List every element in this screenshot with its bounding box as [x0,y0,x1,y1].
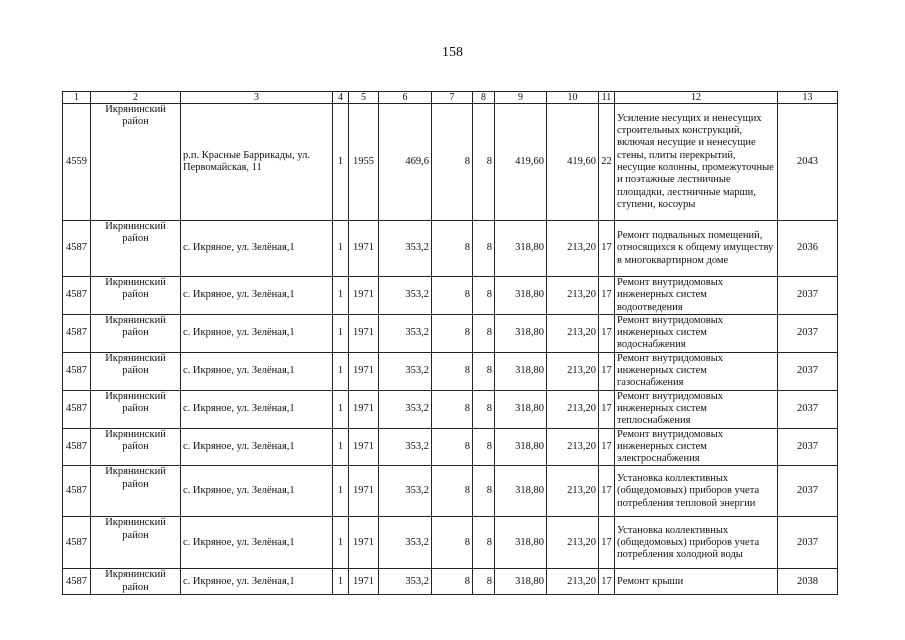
plan-year-cell: 2037 [778,352,838,390]
col-8-cell: 8 [473,352,495,390]
col-9-cell: 318,80 [495,221,547,277]
col-10-cell: 213,20 [547,390,599,428]
district-cell: Икрянинский район [91,352,181,390]
col-8-cell: 8 [473,428,495,466]
year-cell: 1955 [349,104,379,221]
address-cell: с. Икряное, ул. Зелёная,1 [181,314,333,352]
capital-repair-table [62,91,838,595]
column-header-10: 10 [547,92,599,104]
area-cell: 353,2 [379,277,432,315]
work-type-cell: Ремонт внутридомовых инженерных систем газоснабжения [615,352,778,390]
col-7-cell: 8 [432,314,473,352]
table-row [63,569,838,595]
col-11-cell: 22 [599,104,615,221]
col-4-cell: 1 [333,569,349,595]
col-10-cell: 213,20 [547,428,599,466]
col-11-cell: 17 [599,390,615,428]
col-4-cell: 1 [333,390,349,428]
area-cell: 353,2 [379,466,432,517]
col-11-cell: 17 [599,277,615,315]
table-row [63,277,838,315]
col-10-cell: 213,20 [547,466,599,517]
plan-year-cell: 2037 [778,428,838,466]
area-cell: 353,2 [379,428,432,466]
header-row [63,92,838,104]
work-type-cell: Ремонт крыши [615,569,778,595]
address-cell: с. Икряное, ул. Зелёная,1 [181,221,333,277]
row-id-cell: 4559 [63,104,91,221]
row-id-cell: 4587 [63,569,91,595]
address-cell: с. Икряное, ул. Зелёная,1 [181,277,333,315]
address-cell: с. Икряное, ул. Зелёная,1 [181,466,333,517]
work-type-cell: Установка коллективных (общедомовых) приборов учета потребления тепловой энергии [615,466,778,517]
district-cell: Икрянинский район [91,104,181,221]
district-cell: Икрянинский район [91,428,181,466]
table-row [63,466,838,517]
table-row [63,428,838,466]
col-11-cell: 17 [599,466,615,517]
area-cell: 353,2 [379,569,432,595]
work-type-cell: Ремонт подвальных помещений, относящихся к общему имуществу в многоквартирном доме [615,221,778,277]
area-cell: 353,2 [379,390,432,428]
column-header-9: 9 [495,92,547,104]
table-body [63,104,838,595]
district-cell: Икрянинский район [91,314,181,352]
col-4-cell: 1 [333,517,349,569]
col-8-cell: 8 [473,390,495,428]
table-row [63,314,838,352]
col-4-cell: 1 [333,466,349,517]
col-7-cell: 8 [432,104,473,221]
table-row [63,390,838,428]
col-7-cell: 8 [432,569,473,595]
col-10-cell: 213,20 [547,569,599,595]
col-9-cell: 318,80 [495,314,547,352]
column-header-1: 1 [63,92,91,104]
col-4-cell: 1 [333,314,349,352]
year-cell: 1971 [349,428,379,466]
row-id-cell: 4587 [63,428,91,466]
area-cell: 353,2 [379,314,432,352]
col-7-cell: 8 [432,352,473,390]
column-header-6: 6 [379,92,432,104]
plan-year-cell: 2037 [778,314,838,352]
district-cell: Икрянинский район [91,221,181,277]
col-10-cell: 213,20 [547,314,599,352]
district-cell: Икрянинский район [91,466,181,517]
district-cell: Икрянинский район [91,569,181,595]
col-4-cell: 1 [333,104,349,221]
table-row [63,104,838,221]
col-10-cell: 213,20 [547,352,599,390]
col-4-cell: 1 [333,221,349,277]
col-9-cell: 318,80 [495,517,547,569]
col-9-cell: 318,80 [495,428,547,466]
row-id-cell: 4587 [63,390,91,428]
col-11-cell: 17 [599,314,615,352]
column-header-12: 12 [615,92,778,104]
col-10-cell: 213,20 [547,517,599,569]
col-8-cell: 8 [473,314,495,352]
row-id-cell: 4587 [63,221,91,277]
district-cell: Икрянинский район [91,390,181,428]
column-header-7: 7 [432,92,473,104]
col-8-cell: 8 [473,466,495,517]
col-4-cell: 1 [333,277,349,315]
row-id-cell: 4587 [63,277,91,315]
plan-year-cell: 2037 [778,466,838,517]
page-number: 158 [442,45,463,60]
work-type-cell: Ремонт внутридомовых инженерных систем теплоснабжения [615,390,778,428]
plan-year-cell: 2036 [778,221,838,277]
col-9-cell: 318,80 [495,277,547,315]
col-7-cell: 8 [432,277,473,315]
address-cell: с. Икряное, ул. Зелёная,1 [181,390,333,428]
plan-year-cell: 2043 [778,104,838,221]
col-7-cell: 8 [432,466,473,517]
col-8-cell: 8 [473,104,495,221]
col-8-cell: 8 [473,517,495,569]
row-id-cell: 4587 [63,466,91,517]
table-row [63,517,838,569]
col-10-cell: 213,20 [547,277,599,315]
address-cell: р.п. Красные Баррикады, ул. Первомайская, 11 [181,104,333,221]
col-4-cell: 1 [333,352,349,390]
col-11-cell: 17 [599,517,615,569]
col-10-cell: 213,20 [547,221,599,277]
col-7-cell: 8 [432,390,473,428]
column-header-8: 8 [473,92,495,104]
col-9-cell: 318,80 [495,390,547,428]
plan-year-cell: 2037 [778,390,838,428]
table-row [63,352,838,390]
year-cell: 1971 [349,221,379,277]
plan-year-cell: 2038 [778,569,838,595]
row-id-cell: 4587 [63,314,91,352]
column-header-11: 11 [599,92,615,104]
col-8-cell: 8 [473,221,495,277]
year-cell: 1971 [349,277,379,315]
column-header-4: 4 [333,92,349,104]
column-header-13: 13 [778,92,838,104]
col-4-cell: 1 [333,428,349,466]
plan-year-cell: 2037 [778,517,838,569]
work-type-cell: Установка коллективных (общедомовых) приборов учета потребления холодной воды [615,517,778,569]
address-cell: с. Икряное, ул. Зелёная,1 [181,428,333,466]
col-11-cell: 17 [599,569,615,595]
year-cell: 1971 [349,352,379,390]
year-cell: 1971 [349,390,379,428]
column-header-5: 5 [349,92,379,104]
address-cell: с. Икряное, ул. Зелёная,1 [181,517,333,569]
district-cell: Икрянинский район [91,277,181,315]
col-11-cell: 17 [599,352,615,390]
district-cell: Икрянинский район [91,517,181,569]
plan-year-cell: 2037 [778,277,838,315]
col-9-cell: 318,80 [495,466,547,517]
table-row [63,221,838,277]
col-9-cell: 419,60 [495,104,547,221]
col-7-cell: 8 [432,221,473,277]
area-cell: 353,2 [379,517,432,569]
year-cell: 1971 [349,314,379,352]
col-11-cell: 17 [599,221,615,277]
work-type-cell: Ремонт внутридомовых инженерных систем электроснабжения [615,428,778,466]
col-10-cell: 419,60 [547,104,599,221]
col-8-cell: 8 [473,277,495,315]
work-type-cell: Усиление несущих и ненесущих строительных конструкций, включая несущие и ненесущие стены, плиты перекрытий, несущие колонны, промежуточные и поэтажные лестничные площадки, лестничные марши, ступени, косоуры [615,104,778,221]
area-cell: 469,6 [379,104,432,221]
year-cell: 1971 [349,569,379,595]
col-9-cell: 318,80 [495,569,547,595]
row-id-cell: 4587 [63,517,91,569]
col-8-cell: 8 [473,569,495,595]
year-cell: 1971 [349,517,379,569]
col-7-cell: 8 [432,517,473,569]
col-11-cell: 17 [599,428,615,466]
col-9-cell: 318,80 [495,352,547,390]
column-header-3: 3 [181,92,333,104]
area-cell: 353,2 [379,352,432,390]
work-type-cell: Ремонт внутридомовых инженерных систем водоснабжения [615,314,778,352]
address-cell: с. Икряное, ул. Зелёная,1 [181,569,333,595]
column-header-2: 2 [91,92,181,104]
area-cell: 353,2 [379,221,432,277]
work-type-cell: Ремонт внутридомовых инженерных систем водоотведения [615,277,778,315]
col-7-cell: 8 [432,428,473,466]
address-cell: с. Икряное, ул. Зелёная,1 [181,352,333,390]
year-cell: 1971 [349,466,379,517]
row-id-cell: 4587 [63,352,91,390]
